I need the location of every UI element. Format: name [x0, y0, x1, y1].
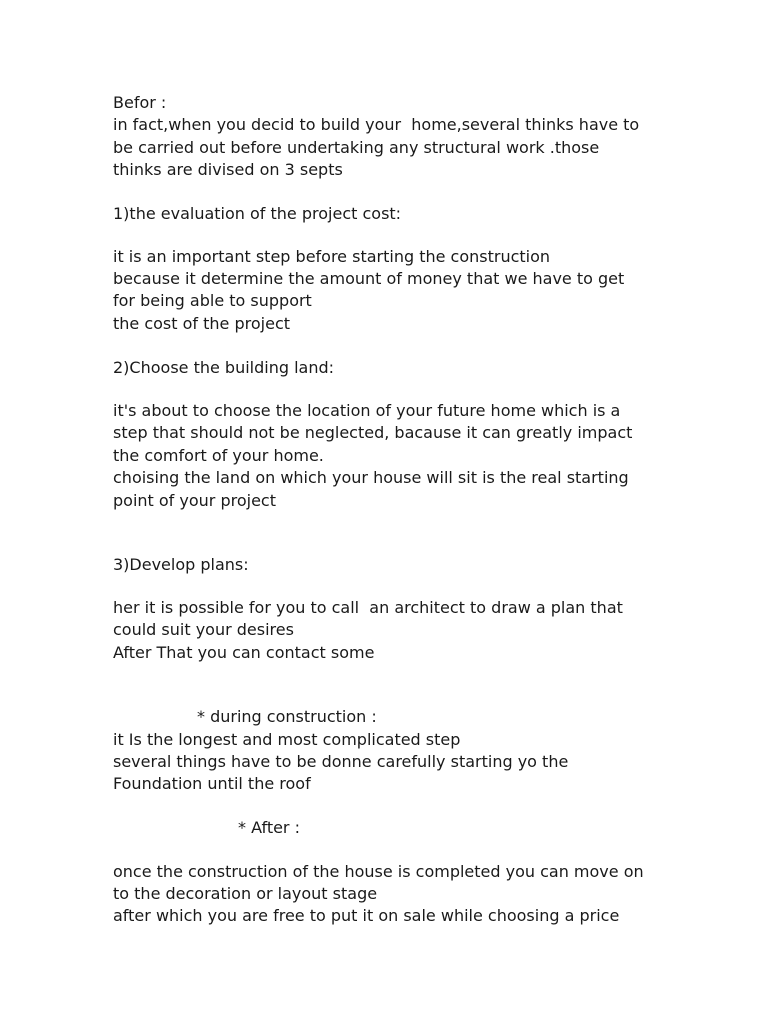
text-line: choising the land on which your house will sit is the real starting	[113, 468, 629, 487]
section-heading-land: 2)Choose the building land:	[113, 358, 335, 377]
text-line: be carried out before undertaking any structural work .those	[113, 138, 600, 157]
text-line: her it is possible for you to call an architect to draw a plan that	[113, 598, 623, 617]
text-line: the comfort of your home.	[113, 446, 324, 465]
text-line: it is an important step before starting the construction	[113, 247, 551, 266]
text-line: several things have to be donne carefully starting yo the	[113, 752, 569, 771]
text-line: it's about to choose the location of your future home which is a	[113, 401, 621, 420]
text-line: because it determine the amount of money that we have to get	[113, 269, 625, 288]
text-line: thinks are divised on 3 septs	[113, 160, 343, 179]
text-line: Foundation until the roof	[113, 774, 311, 793]
section-heading-plans: 3)Develop plans:	[113, 555, 249, 574]
heading-before: Befor :	[113, 93, 167, 112]
text-line: to the decoration or layout stage	[113, 884, 378, 903]
section-heading-during: * during construction :	[197, 707, 377, 726]
text-line: could suit your desires	[113, 620, 294, 639]
text-line: it Is the longest and most complicated step	[113, 730, 461, 749]
text-line: after which you are free to put it on sale while choosing a price	[113, 906, 620, 925]
section-heading-cost: 1)the evaluation of the project cost:	[113, 204, 402, 223]
text-line: point of your project	[113, 491, 276, 510]
text-line: once the construction of the house is completed you can move on	[113, 862, 644, 881]
text-line: step that should not be neglected, bacause it can greatly impact	[113, 423, 633, 442]
section-heading-after: * After :	[238, 818, 300, 837]
text-line: After That you can contact some	[113, 643, 375, 662]
text-line: in fact,when you decid to build your home,several thinks have to	[113, 115, 640, 134]
text-line: for being able to support	[113, 291, 312, 310]
text-line: the cost of the project	[113, 314, 291, 333]
